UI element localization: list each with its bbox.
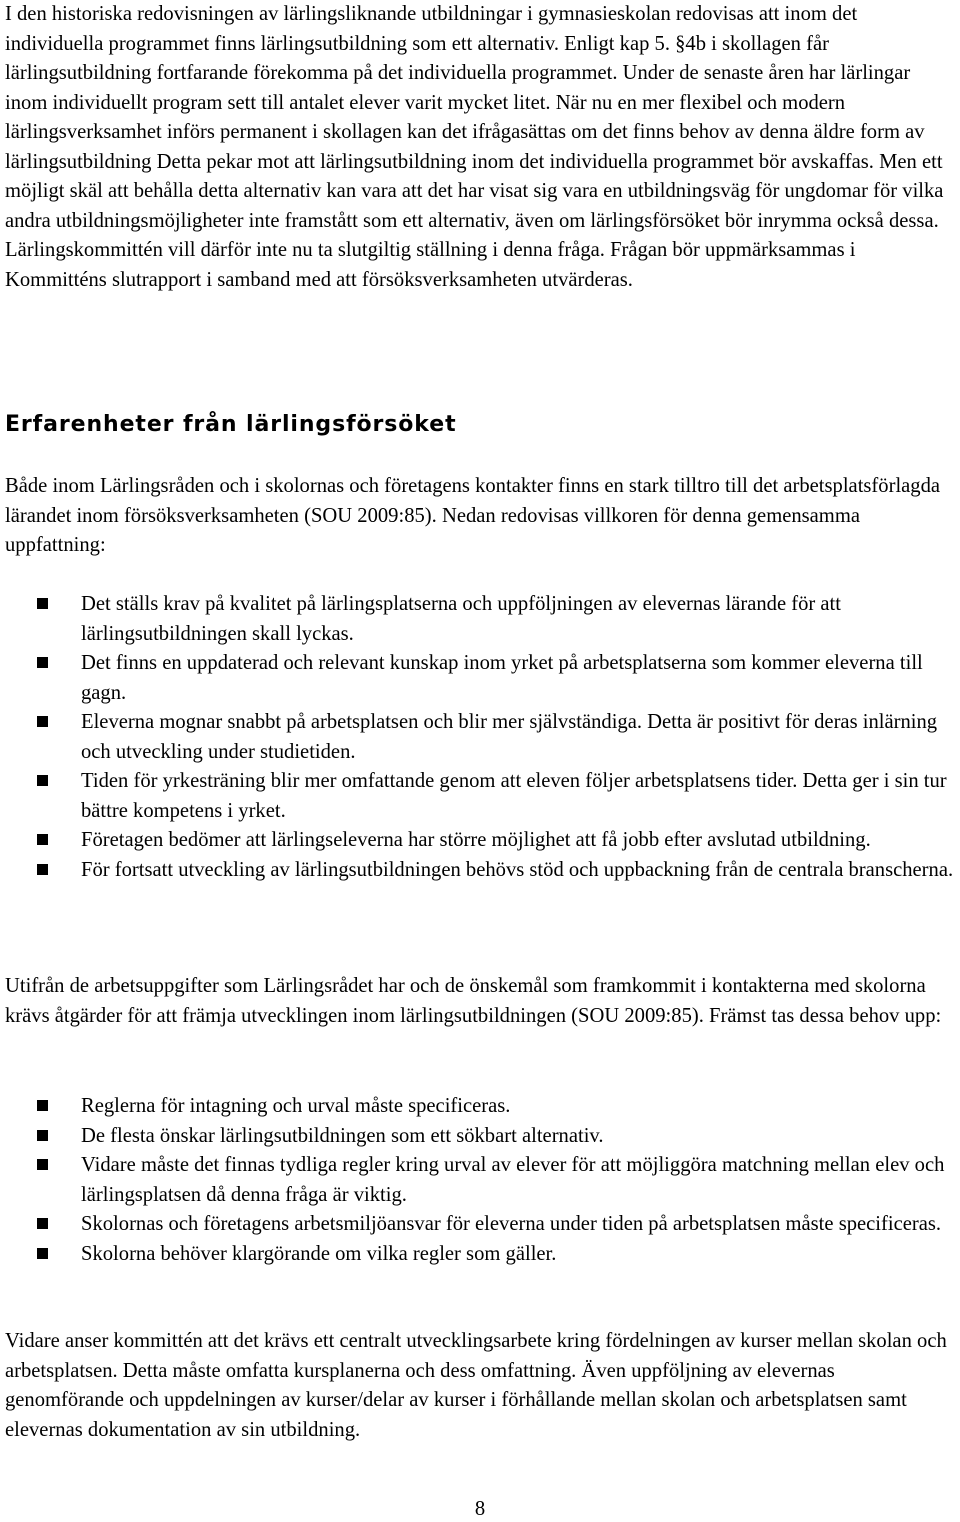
list-item-text: För fortsatt utveckling av lärlingsutbildningen behövs stöd och uppbackning från de centrala branscherna. [81,858,954,881]
square-bullet-icon [37,834,48,845]
list-item [5,1240,957,1270]
list-item [5,1151,957,1210]
square-bullet-icon [37,864,48,875]
square-bullet-icon [37,1218,48,1229]
list-item-text: Eleverna mognar snabbt på arbetsplatsen och blir mer självständiga. Detta är positivt för deras inlärning och utveckling under studietiden. [81,711,938,763]
list-item [5,1210,957,1240]
needs-list [5,1092,957,1269]
list-item-text: Det finns en uppdaterad och relevant kunskap inom yrket på arbetsplatserna som kommer eleverna till gagn. [81,652,923,704]
list-item-text: Skolornas och företagens arbetsmiljöansvar för eleverna under tiden på arbetsplatsen måste specificeras. [81,1213,942,1235]
needs-paragraph: Utifrån de arbetsuppgifter som Lärlingsrådet har och de önskemål som framkommit i kontakterna med skolorna krävs åtgärder för att främja utvecklingen inom lärlingsutbildningen (SOU 2009:85). Främst tas dessa behov upp: [5,975,942,1027]
list-item [5,856,957,886]
list-item-text: Det ställs krav på kvalitet på lärlingsplatserna och uppföljningen av elevernas lärande för att lärlingsutbildningen skall lyckas. [81,593,841,645]
list-item-text: Vidare måste det finnas tydliga regler kring urval av elever för att möjliggöra matchning mellan elev och lärlingsplatsen då denna fråga är viktig. [81,1154,945,1206]
list-item [5,1092,957,1122]
list-item-text: Tiden för yrkesträning blir mer omfattande genom att eleven följer arbetsplatsens tider. Detta ger i sin tur bättre kompetens i yrket. [81,770,947,822]
list-item [5,708,957,767]
square-bullet-icon [37,1159,48,1170]
list-item-text: Företagen bedömer att lärlingseleverna har större möjlighet att få jobb efter avslutad utbildning. [81,829,871,851]
section-heading: Erfarenheter från lärlingsförsöket [5,412,457,437]
square-bullet-icon [37,1100,48,1111]
list-item [5,649,957,708]
square-bullet-icon [37,1248,48,1259]
list-item-text: Skolorna behöver klargörande om vilka regler som gäller. [81,1242,557,1265]
list-item-text: Reglerna för intagning och urval måste specificeras. [81,1095,511,1117]
experiences-paragraph: Både inom Lärlingsråden och i skolornas och företagens kontakter finns en stark tilltro till det arbetsplatsförlagda lärandet inom försöksverksamheten (SOU 2009:85). Nedan redovisas villkoren för denna gemensamma uppfattning: [5,475,941,556]
conditions-list [5,590,957,885]
list-item-text: De flesta önskar lärlingsutbildningen som ett sökbart alternativ. [81,1124,604,1147]
square-bullet-icon [37,775,48,786]
square-bullet-icon [37,716,48,727]
square-bullet-icon [37,598,48,609]
list-item [5,590,957,649]
list-item [5,1122,957,1152]
list-item [5,767,957,826]
square-bullet-icon [37,657,48,668]
square-bullet-icon [37,1130,48,1141]
intro-paragraph: I den historiska redovisningen av lärlingsliknande utbildningar i gymnasieskolan redovisas att inom det individuella programmet finns lärlingsutbildning som ett alternativ. Enligt kap 5. §4b i skollagen får lärlingsutbildning fortfarande förekomma på det individuella programmet. Under de senaste åren har lärlingar inom individuellt program sett till antalet elever varit mycket litet. När nu en mer flexibel och modern lärlingsverksamhet införs permanent i skollagen kan det ifrågasättas om det finns behov av denna äldre form av lärlingsutbildning Detta pekar mot att lärlingsutbildning inom det individuella programmet bör avskaffas. Men ett möjligt skäl att behålla detta alternativ kan vara att det har visat sig vara en utbildningsväg för ungdomar för vilka andra utbildningsmöjligheter inte framstått som ett alternativ, även om lärlingsförsöket bör inrymma också dessa. Lärlingskommittén vill därför inte nu ta slutgiltig ställning i denna fråga. Frågan bör uppmärksammas i Kommitténs slutrapport i samband med att försöksverksamheten utvärderas. [5,3,944,291]
list-item [5,826,957,856]
closing-paragraph: Vidare anser kommittén att det krävs ett centralt utvecklingsarbete kring fördelningen av kurser mellan skolan och arbetsplatsen. Detta måste omfatta kursplanerna och dess omfattning. Även uppföljning av elevernas genomförande och uppdelningen av kurser/delar av kurser i förhållande mellan skolan och arbetsplatsen samt elevernas dokumentation av sin utbildning. [5,1330,947,1441]
page-number: 8 [474,1498,486,1520]
